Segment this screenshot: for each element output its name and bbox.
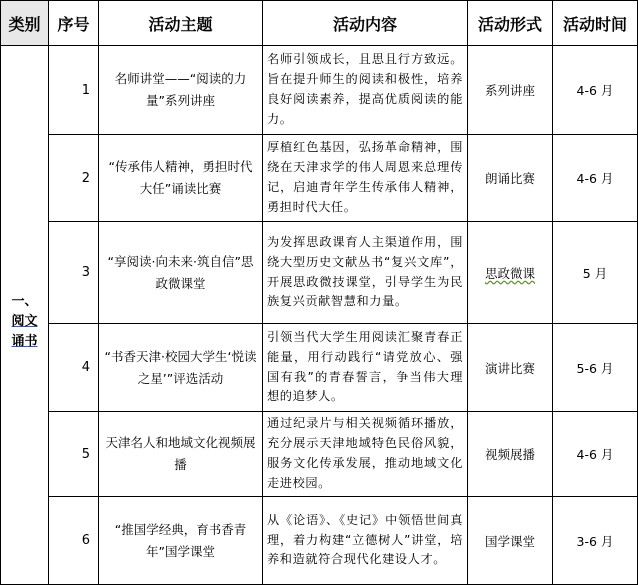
header-content: 活动内容 <box>263 1 468 46</box>
row-form: 朗诵比赛 <box>468 135 553 222</box>
row-form: 系列讲座 <box>468 46 553 135</box>
row-number: 1 <box>49 46 99 135</box>
row-topic: “享阅读·向未来·筑自信”思政微课堂 <box>99 222 263 324</box>
category-line-1: 阅文 <box>11 314 38 329</box>
row-topic: “书香天津·校园大学生‘悦读之星’”评选活动 <box>99 324 263 412</box>
row-content: 从《论语》、《史记》中领悟世间真理，着力构建“立德树人”讲堂，培养和造就符合现代化建设人才。 <box>263 497 468 585</box>
row-time: 5 月 <box>553 222 638 324</box>
row-time: 5-6 月 <box>553 324 638 412</box>
row-time: 4-6 月 <box>553 135 638 222</box>
row-form: 思政微课 <box>468 222 553 324</box>
row-content: 通过纪录片与相关视频循环播放，充分展示天津地域特色民俗风貌，服务文化传承发展，推动地域文化走进校园。 <box>263 412 468 497</box>
row-number: 3 <box>49 222 99 324</box>
row-content: 为发挥思政课育人主渠道作用，围绕大型历史文献丛书“复兴文库”，开展思政微技课堂，引导学生为民族复兴贡献智慧和力量。 <box>263 222 468 324</box>
row-topic: 天津名人和地域文化视频展播 <box>99 412 263 497</box>
row-number: 5 <box>49 412 99 497</box>
row-form: 视频展播 <box>468 412 553 497</box>
header-form: 活动形式 <box>468 1 553 46</box>
row-content: 名师引领成长，且思且行方致远。旨在提升师生的阅读和极性，培养良好阅读素养，提高优质阅读的能力。 <box>263 46 468 135</box>
table-row <box>1 324 638 412</box>
row-form: 国学课堂 <box>468 497 553 585</box>
row-time: 4-6 月 <box>553 46 638 135</box>
row-time: 4-6 月 <box>553 412 638 497</box>
header-row <box>1 1 638 46</box>
header-time: 活动时间 <box>553 1 638 46</box>
row-topic: “推国学经典，育书香青年”国学课堂 <box>99 497 263 585</box>
category-cell <box>1 46 49 585</box>
row-time: 3-6 月 <box>553 497 638 585</box>
row-content: 引领当代大学生用阅读汇聚青春正能量，用行动践行“请党放心、强国有我”的青春誓言，争当伟大理想的追梦人。 <box>263 324 468 412</box>
table-row <box>1 497 638 585</box>
row-topic: “传承伟人精神，勇担时代大任”诵读比赛 <box>99 135 263 222</box>
category-prefix: 一、 <box>11 294 38 309</box>
row-number: 2 <box>49 135 99 222</box>
header-category: 类别 <box>1 1 49 46</box>
category-line-2: 诵书 <box>11 334 38 349</box>
row-topic: 名师讲堂——“阅读的力量”系列讲座 <box>99 46 263 135</box>
row-content: 厚植红色基因，弘扬革命精神，围绕在天津求学的伟人周恩来总理传记，启迪青年学生传承伟人精神，勇担时代大任。 <box>263 135 468 222</box>
row-number: 4 <box>49 324 99 412</box>
table-row <box>1 412 638 497</box>
row-form: 演讲比赛 <box>468 324 553 412</box>
table-row <box>1 222 638 324</box>
header-topic: 活动主题 <box>99 1 263 46</box>
header-number: 序号 <box>49 1 99 46</box>
row-number: 6 <box>49 497 99 585</box>
table-row <box>1 46 638 135</box>
table-row <box>1 135 638 222</box>
